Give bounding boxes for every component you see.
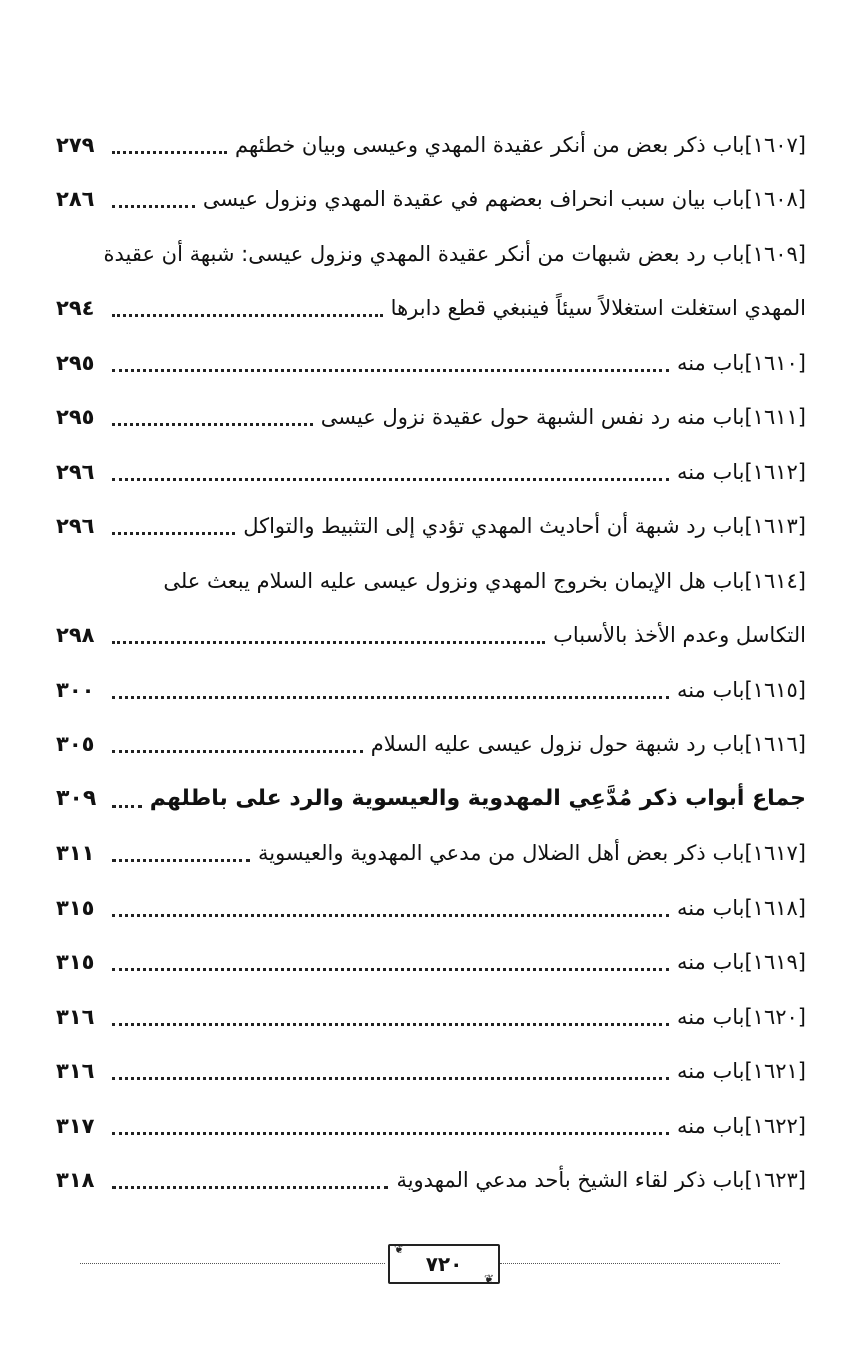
toc-entry-page: ٣١٧: [56, 1113, 95, 1138]
toc-entry-page: ٢٩٥: [56, 405, 95, 430]
leader-dots: [112, 690, 669, 699]
toc-section-title: جماع أبواب ذكر مُدَّعِي المهدوية والعيسوية والرد على باطلهم: [149, 786, 806, 812]
leader-dots: [112, 744, 363, 753]
footer-rule-right: [500, 1263, 780, 1264]
toc-entry-title: [١٦٠٩]باب رد بعض شبهات من أنكر عقيدة المهدي ونزول عيسى: شبهة أن عقيدة: [103, 241, 806, 266]
toc-entry: [56, 990, 806, 1045]
leader-dots: [112, 962, 669, 971]
toc-entry-title: [١٦٠٨]باب بيان سبب انحراف بعضهم في عقيدة المهدي ونزول عيسى: [202, 187, 806, 212]
toc-entry-title: [١٦١٧]باب ذكر بعض أهل الضلال من مدعي المهدوية والعيسوية: [257, 841, 806, 866]
toc-entry-page: ٣١٦: [56, 1059, 95, 1084]
toc-entry: [56, 1045, 806, 1100]
leader-dots: [112, 417, 313, 426]
toc-entry-title: [١٦١٥]باب منه: [676, 677, 806, 702]
toc-entry-page: ٣١٨: [56, 1168, 95, 1193]
leader-dots: [112, 145, 227, 154]
toc-entry-page: ٣١١: [56, 841, 95, 866]
leader-dots: [112, 363, 669, 372]
page-number: ٧٢٠: [425, 1252, 463, 1276]
toc-entry-title: [١٦٢٠]باب منه: [676, 1004, 806, 1029]
toc-entry-page: ٣٠٩: [56, 786, 97, 812]
table-of-contents: [56, 118, 806, 1208]
toc-entry-title: [١٦٢١]باب منه: [676, 1059, 806, 1084]
toc-entry-wrapped-start: [56, 227, 806, 282]
toc-entry-title: [١٦٠٧]باب ذكر بعض من أنكر عقيدة المهدي وعيسى وبيان خطئهم: [235, 132, 806, 157]
toc-entry-title: المهدي استغلت استغلالاً سيئاً فينبغي قطع دابرها: [390, 296, 806, 321]
leader-dots: [112, 799, 142, 808]
toc-entry-title: [١٦١٨]باب منه: [676, 895, 806, 920]
page-number-frame: [388, 1244, 500, 1284]
toc-entry-page: ٢٨٦: [56, 187, 95, 212]
leader-dots: [112, 635, 545, 644]
toc-section-heading: [56, 772, 806, 827]
toc-entry: [56, 936, 806, 991]
toc-entry-title: [١٦١٩]باب منه: [676, 950, 806, 975]
ornament-icon: ❦: [394, 1242, 405, 1256]
toc-entry-title: [١٦١١]باب منه رد نفس الشبهة حول عقيدة نزول عيسى: [320, 405, 806, 430]
leader-dots: [112, 1180, 388, 1189]
toc-entry-page: ٢٩٨: [56, 623, 95, 648]
toc-entry-title: [١٦٢٢]باب منه: [676, 1113, 806, 1138]
toc-entry-page: ٢٩٤: [56, 296, 95, 321]
toc-entry-title: [١٦١٢]باب منه: [676, 459, 806, 484]
toc-entry: [56, 336, 806, 391]
toc-entry-wrapped-end: [56, 609, 806, 664]
toc-entry-page: ٣٠٠: [56, 677, 95, 702]
leader-dots: [112, 1071, 669, 1080]
toc-entry-page: ٢٩٦: [56, 459, 95, 484]
toc-entry: [56, 881, 806, 936]
toc-entry-page: ٢٩٦: [56, 514, 95, 539]
toc-entry-page: ٣١٥: [56, 895, 95, 920]
toc-entry-title: التكاسل وعدم الأخذ بالأسباب: [553, 623, 806, 648]
leader-dots: [112, 1126, 669, 1135]
toc-entry-page: ٣١٦: [56, 1004, 95, 1029]
toc-entry: [56, 445, 806, 500]
leader-dots: [112, 526, 235, 535]
toc-entry-wrapped-end: [56, 282, 806, 337]
toc-entry: [56, 663, 806, 718]
toc-entry: [56, 718, 806, 773]
toc-entry-title: [١٦١٦]باب رد شبهة حول نزول عيسى عليه السلام: [370, 732, 806, 757]
leader-dots: [112, 908, 669, 917]
leader-dots: [112, 308, 383, 317]
leader-dots: [112, 199, 195, 208]
page-footer: [80, 1238, 780, 1288]
toc-entry-page: ٢٧٩: [56, 132, 95, 157]
footer-rule-left: [80, 1263, 385, 1264]
toc-entry-title: [١٦١٤]باب هل الإيمان بخروج المهدي ونزول عيسى عليه السلام يبعث على: [163, 568, 806, 593]
toc-entry-title: [١٦١٣]باب رد شبهة أن أحاديث المهدي تؤدي إلى التثبيط والتواكل: [243, 514, 806, 539]
leader-dots: [112, 1017, 669, 1026]
toc-entry: [56, 173, 806, 228]
toc-entry: [56, 391, 806, 446]
toc-entry-title: [١٦١٠]باب منه: [676, 350, 806, 375]
toc-entry: [56, 1099, 806, 1154]
toc-entry: [56, 827, 806, 882]
leader-dots: [112, 472, 669, 481]
toc-entry-title: [١٦٢٣]باب ذكر لقاء الشيخ بأحد مدعي المهدوية: [396, 1168, 806, 1193]
toc-entry-wrapped-start: [56, 554, 806, 609]
toc-entry-page: ٣٠٥: [56, 732, 95, 757]
toc-entry: [56, 118, 806, 173]
toc-entry: [56, 500, 806, 555]
leader-dots: [112, 853, 250, 862]
ornament-icon: ❦: [483, 1272, 494, 1286]
toc-entry: [56, 1154, 806, 1209]
toc-entry-page: ٢٩٥: [56, 350, 95, 375]
toc-entry-page: ٣١٥: [56, 950, 95, 975]
